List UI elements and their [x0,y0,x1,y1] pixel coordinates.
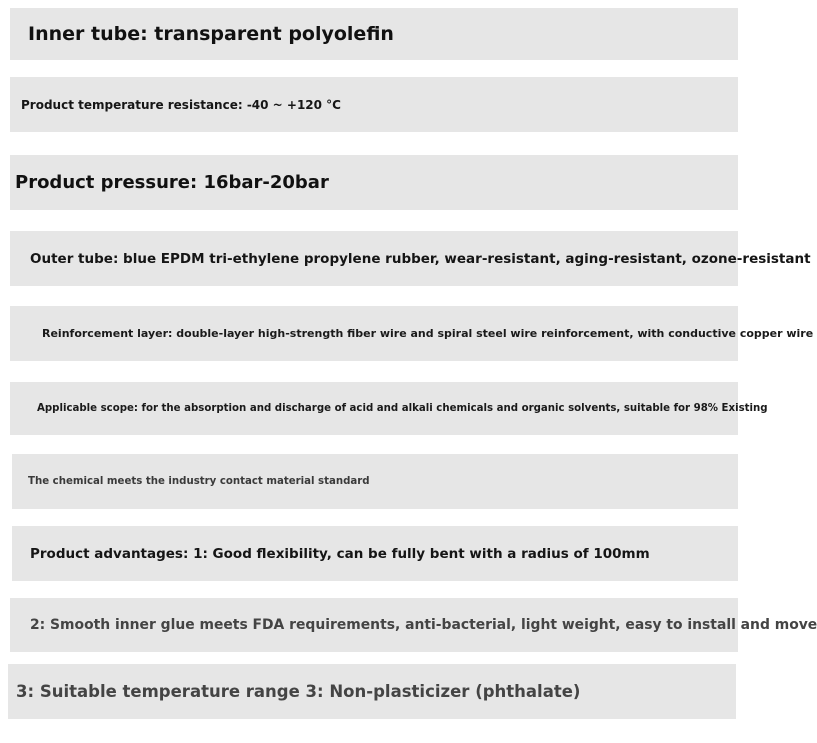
spec-band-pressure [10,155,738,210]
spec-text-reinforcement-layer: Reinforcement layer: double-layer high-strength fiber wire and spiral steel wire reinforcement, with conductive copper wire [42,327,814,340]
spec-band-chemical-standard [12,454,738,509]
spec-band-reinforcement-layer [10,306,814,361]
spec-band-advantage-2 [10,598,817,652]
spec-band-temperature-resistance [10,77,738,132]
spec-text-temperature-resistance: Product temperature resistance: -40 ~ +120 °C [21,97,341,112]
spec-text-advantage-2: 2: Smooth inner glue meets FDA requirements, anti-bacterial, light weight, easy to install and move [30,617,817,633]
spec-text-outer-tube: Outer tube: blue EPDM tri-ethylene propylene rubber, wear-resistant, aging-resistant, ozone-resistant [30,250,811,267]
spec-text-advantage-1: Product advantages: 1: Good flexibility, can be fully bent with a radius of 100mm [30,545,650,562]
spec-band-inner-tube [10,8,738,60]
spec-text-inner-tube: Inner tube: transparent polyolefin [28,23,394,45]
spec-text-applicable-scope: Applicable scope: for the absorption and discharge of acid and alkali chemicals and organic solvents, suitable for 98% Existing [37,403,768,414]
spec-band-advantage-3 [8,664,736,719]
spec-band-advantage-1 [12,526,738,581]
spec-band-applicable-scope [10,382,768,435]
spec-text-chemical-standard: The chemical meets the industry contact material standard [28,476,370,487]
spec-text-pressure: Product pressure: 16bar-20bar [15,172,329,193]
spec-text-advantage-3: 3: Suitable temperature range 3: Non-plasticizer (phthalate) [16,682,581,701]
spec-band-outer-tube [10,231,811,286]
